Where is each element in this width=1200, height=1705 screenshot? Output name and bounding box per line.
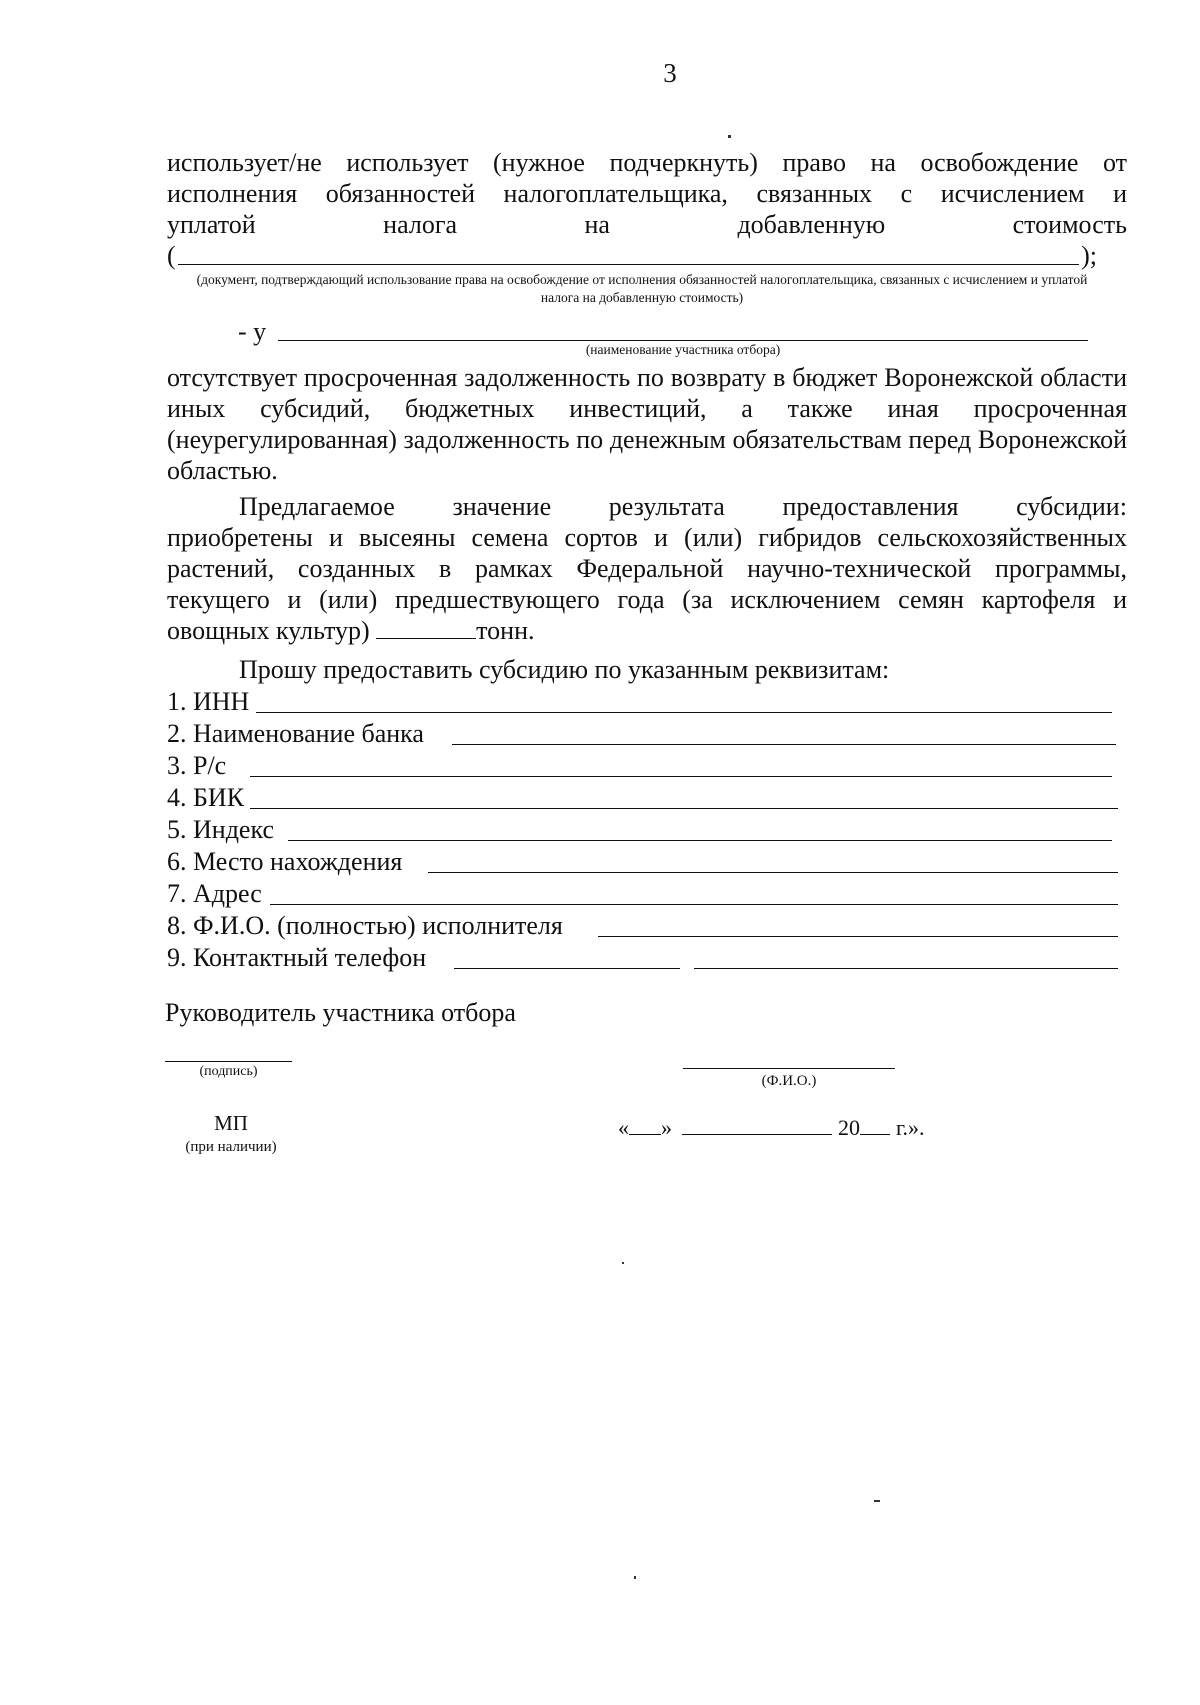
field-index-input[interactable] [288, 840, 1112, 841]
scan-speck [622, 1262, 624, 1264]
field-account-label: 3. Р/с [167, 751, 227, 780]
tax-word: уплатой [167, 210, 256, 239]
field-phone-input-1[interactable] [454, 968, 680, 969]
signature-caption: (подпись) [199, 1064, 258, 1079]
field-account-input[interactable] [250, 776, 1112, 777]
debt-paragraph: отсутствует просроченная задолженность по возврату в бюджет Воронежской области иных субсидий, бюджетных инвестиций, а также иная просроченная (неурегулированная) задолженность по денежным обязательствам перед Воронежской областью. [167, 363, 1127, 485]
field-bik-input[interactable] [250, 808, 1118, 809]
participant-prefix: - у [238, 317, 267, 346]
scan-speck [874, 1500, 880, 1502]
page-number: 3 [663, 58, 677, 88]
result-word: предоставления [782, 492, 959, 521]
date-year-blank[interactable] [860, 1116, 890, 1135]
signature-line[interactable] [165, 1061, 292, 1062]
field-bik-label: 4. БИК [167, 783, 245, 812]
field-phone-label: 9. Контактный телефон [167, 943, 427, 972]
close-paren: ); [1081, 241, 1097, 270]
field-bank-input[interactable] [452, 744, 1116, 745]
stamp-caption: (при наличии) [185, 1139, 277, 1155]
date-close-quote: » [661, 1115, 672, 1140]
field-inn-label: 1. ИНН [167, 687, 250, 716]
tax-word: на [584, 210, 610, 239]
stamp-label: МП [214, 1111, 248, 1135]
tax-word: налога [383, 210, 458, 239]
field-location-label: 6. Место нахождения [167, 847, 403, 876]
tax-line-3 [167, 209, 1127, 240]
field-address-label: 7. Адрес [167, 879, 262, 908]
field-location-input[interactable] [428, 872, 1118, 873]
date-line [618, 1114, 925, 1142]
participant-caption: (наименование участника отбора) [585, 342, 781, 357]
result-word: субсидии: [1016, 492, 1127, 521]
signature-head: Руководитель участника отбора [165, 998, 516, 1027]
name-line[interactable] [683, 1068, 895, 1069]
open-paren: ( [167, 241, 176, 270]
result-unit: тонн. [476, 616, 535, 645]
tax-word: добавленную [737, 210, 886, 239]
date-year-prefix: 20 [838, 1115, 860, 1140]
result-body-text: приобретены и высеяны семена сортов и (или) гибридов сельскохозяйственных растений, созданных в рамках Федеральной научно-технической программы, текущего и (или) предшествующего года (за исключением семян картофеля и овощных культур) [167, 523, 1127, 645]
result-word: результата [608, 492, 725, 521]
tax-document-blank[interactable] [178, 240, 1079, 265]
date-month-blank[interactable] [682, 1116, 832, 1135]
scan-speck [634, 1576, 636, 1579]
tonnage-blank[interactable] [376, 618, 476, 639]
result-word: Предлагаемое [239, 492, 395, 521]
scan-speck [728, 135, 731, 138]
tax-document-caption: (документ, подтверждающий использование права на освобождение от исполнения обязанностей налогоплательщика, связанных с исчислением и уплатой налога на добавленную стоимость) [196, 272, 1088, 305]
result-body [167, 522, 1127, 646]
field-executor-input[interactable] [598, 936, 1118, 937]
result-word: значение [452, 492, 552, 521]
date-open-quote: « [618, 1115, 629, 1140]
tax-document-line [167, 240, 1097, 271]
tax-line-1: использует/не использует (нужное подчеркнуть) право на освобождение от [167, 148, 1127, 177]
name-caption: (Ф.И.О.) [761, 1073, 817, 1089]
field-executor-label: 8. Ф.И.О. (полностью) исполнителя [167, 911, 563, 940]
field-index-label: 5. Индекс [167, 815, 274, 844]
result-line-1 [167, 491, 1127, 522]
tax-word: стоимость [1012, 210, 1127, 239]
date-day-blank[interactable] [629, 1116, 661, 1135]
tax-line-2: исполнения обязанностей налогоплательщика, связанных с исчислением и [167, 179, 1127, 208]
field-bank-label: 2. Наименование банка [167, 719, 424, 748]
date-year-suffix: г.». [896, 1115, 925, 1140]
field-inn-input[interactable] [256, 712, 1112, 713]
field-phone-input-2[interactable] [694, 968, 1118, 969]
field-address-input[interactable] [270, 904, 1118, 905]
request-text: Прошу предоставить субсидию по указанным реквизитам: [239, 655, 890, 684]
